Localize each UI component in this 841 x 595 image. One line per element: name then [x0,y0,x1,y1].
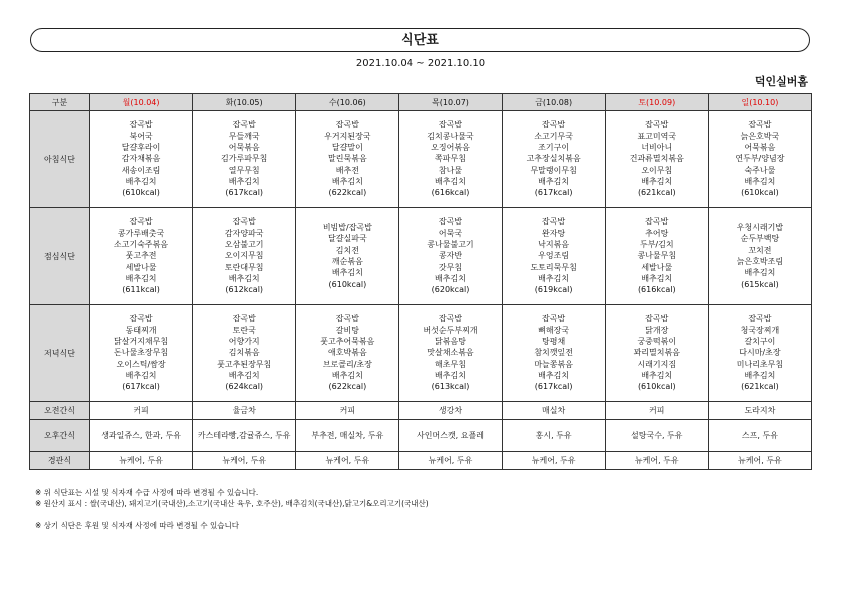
dish-item: 김가루파무침 [221,154,268,164]
dish-item: 잡곡밥 [232,314,256,324]
dish-item: 북어국 [129,131,153,141]
dish-item: 애호박볶음 [328,348,367,358]
dish-item: 우거지된장국 [324,131,371,141]
snack-cell: 홍시, 두유 [502,420,605,452]
dish-item: (611kcal) [122,285,160,295]
dish-item: 갓무침 [438,262,463,272]
dish-item: 잡곡밥 [438,314,463,324]
dish-item: 맛살채소볶음 [427,348,474,358]
dish-item: 세발나물 [125,262,157,272]
dish-item: 배추김치 [125,176,157,186]
snack-cell: 커피 [296,402,399,420]
dish-item: 오이스틱/쌈장 [116,359,166,369]
dish-item: 콩나물무침 [637,251,677,261]
dish-item: 해초무침 [435,359,466,369]
meal-label: 아침식단 [30,111,90,208]
date-range: 2021.10.04 ~ 2021.10.10 [355,58,486,69]
dish-item: 잡곡밥 [438,120,463,130]
dish-item: 잡곡밥 [232,120,256,130]
dish-item: 감자채볶음 [121,154,161,164]
dish-item: 깨순볶음 [331,257,363,266]
meal-label: 점심식단 [30,208,90,305]
menu-cell [502,305,605,402]
snack-cell: 뉴케어, 두유 [399,452,502,470]
dish-item: 배추김치 [331,176,363,186]
menu-cell [296,208,399,305]
dish-item: 표고미역국 [637,131,677,141]
dish-item: 건과류멸치볶음 [629,154,684,164]
dish-item: 탕평채 [542,337,566,347]
meal-label: 저녁식단 [30,305,90,402]
day-header: 월(10.04) [90,94,193,111]
dish-item: 무들깨국 [228,131,260,141]
dish-item: 청국장찌개 [740,325,780,335]
dish-item: (615kcal) [741,279,779,289]
dish-item: 배추김치 [435,370,466,380]
menu-cell [193,111,296,208]
dish-item: 쪽파무침 [435,154,466,164]
meal-row [30,111,812,208]
facility-name: 덕인실버홈 [754,75,808,88]
dish-item: 어묵볶음 [744,143,776,153]
day-header: 일(10.10) [708,94,811,111]
dish-item: 잡곡밥 [129,314,153,324]
dish-item: 배추김치 [744,176,776,186]
menu-cell [502,111,605,208]
dish-item: 갈치구이 [744,337,776,347]
notes [35,487,429,531]
dish-item: 늙은호박국 [740,131,780,141]
snack-cell: 도라지차 [708,402,811,420]
day-header: 금(10.08) [502,94,605,111]
dish-item: 배추김치 [641,273,673,283]
dish-item: (619kcal) [534,285,573,295]
snack-cell: 커피 [90,402,193,420]
dish-item: 잡곡밥 [542,120,566,130]
dish-item: 배추김치 [538,176,570,186]
snack-cell: 스프, 두유 [708,420,811,452]
dish-item: 소고기숙주볶음 [114,240,169,250]
dish-item: 토란국 [232,325,256,335]
dish-item: 풋고추된장무침 [217,359,272,369]
meal-row [30,208,812,305]
dish-item: 잡곡밥 [645,217,669,227]
dish-item: (610kcal) [122,188,160,198]
dish-item: 고추장실치볶음 [526,154,581,164]
snack-label: 경관식 [30,452,90,470]
dish-item: (617kcal) [225,188,264,198]
dish-item: (616kcal) [431,188,470,198]
dish-item: (616kcal) [637,285,676,295]
note-change: ※ 위 식단표는 시설 및 식자재 수급 사정에 따라 변경될 수 있습니다. [35,488,259,497]
dish-item: 마늘쫑볶음 [534,359,573,369]
dish-item: 배추김치 [538,370,570,380]
dish-item: 새송이조림 [121,165,161,175]
dish-item: 갈비탕 [335,325,359,335]
dish-item: 닭볶음탕 [435,337,466,347]
dish-item: 궁중떡볶이 [637,337,677,347]
dish-item: 두부/김치 [639,240,674,250]
dish-item: 배추김치 [641,370,673,380]
menu-cell [296,111,399,208]
dish-item: 오이지무침 [224,251,264,261]
dish-item: 닭살거지채무침 [114,337,169,347]
dish-item: (612kcal) [225,285,264,295]
dish-item: (621kcal) [637,188,676,198]
dish-item: 달걀실파국 [328,234,367,244]
dish-item: 배추전 [335,165,359,175]
snack-label: 오후간식 [30,420,90,452]
dish-item: 열무무침 [228,165,260,175]
dish-item: 버섯순두부찌개 [423,325,478,335]
snack-cell: 설탕국수, 두유 [605,420,708,452]
page-title: 식단표 [30,28,810,52]
dish-item: 순두부백탕 [740,234,780,244]
dish-item: 너비아니 [641,143,673,153]
snack-cell: 매실차 [502,402,605,420]
dish-item: 잡곡밥 [645,314,669,324]
dish-item: 콩나물불고기 [427,240,474,250]
menu-cell [90,111,193,208]
header-row [30,94,812,111]
dish-item: 브로콜리/초장 [322,359,372,369]
dish-item: 잡곡밥 [542,217,566,227]
dish-item: (613kcal) [431,382,470,392]
note-origin: ※ 원산지 표시 : 쌀(국내산), 돼지고기(국내산),소고기(국내산 육우, 호주산), 배추김치(국내산),닭고기&오리고기(국내산) [35,499,429,508]
menu-cell [708,208,811,305]
dish-item: 달걀말이 [331,143,363,153]
menu-cell [296,305,399,402]
dish-item: 우엉조림 [538,251,570,261]
dish-item: 배추김치 [228,370,260,380]
dish-item: 뼈해장국 [538,325,570,335]
dish-item: 토란대무침 [224,262,264,272]
dish-item: 콩자반 [438,251,463,261]
day-header: 목(10.07) [399,94,502,111]
dish-item: 잡곡밥 [748,314,772,324]
dish-item: 오이무침 [641,165,673,175]
menu-cell [90,305,193,402]
snack-cell: 뉴케어, 두유 [605,452,708,470]
menu-cell [605,111,708,208]
dish-item: 어향가지 [228,337,260,347]
dish-item: 닭개장 [645,325,669,335]
snack-cell: 생과일쥬스, 한과, 두유 [90,420,193,452]
dish-item: 잡곡밥 [438,217,463,227]
dish-item: 콩가루배춧국 [117,228,165,238]
dish-item: 무말랭이무침 [530,165,577,175]
dish-item: 김치전 [335,245,359,255]
menu-cell [399,305,502,402]
dish-item: 잡곡밥 [335,314,359,324]
snack-cell: 율금차 [193,402,296,420]
dish-item: (610kcal) [637,382,676,392]
dish-item: 풋고추어묵볶음 [320,337,375,347]
dish-item: 배추김치 [641,176,673,186]
snack-cell: 뉴케어, 두유 [708,452,811,470]
snack-row [30,402,812,420]
dish-item: 연두부/양념장 [735,154,785,164]
dish-item: 미나리초무침 [736,359,784,369]
menu-cell [193,208,296,305]
dish-item: 어묵국 [438,228,463,238]
day-header: 수(10.06) [296,94,399,111]
menu-cell [193,305,296,402]
dish-item: (617kcal) [534,188,573,198]
dish-item: 배추김치 [125,273,157,283]
dish-item: (624kcal) [225,382,264,392]
dish-item: 숙주나물 [744,165,776,175]
snack-row [30,420,812,452]
dish-item: 배추김치 [435,273,466,283]
menu-cell [605,305,708,402]
dish-item: 배추김치 [331,370,363,380]
day-header: 토(10.09) [605,94,708,111]
dish-item: 도토리묵무침 [530,262,577,272]
dish-item: 꼬치전 [748,245,772,255]
menu-cell [708,305,811,402]
dish-item: (610kcal) [741,188,779,198]
snack-cell: 사인머스캣, 요플레 [399,420,502,452]
dish-item: 잡곡밥 [645,120,669,130]
dish-item: 동태찌개 [125,325,157,335]
dish-item: 배추김치 [744,268,776,278]
dish-item: 세발나물 [641,262,673,272]
dish-item: 배추김치 [228,176,260,186]
menu-cell [708,111,811,208]
dish-item: 오징어볶음 [431,143,470,153]
snack-row [30,452,812,470]
dish-item: (621kcal) [741,382,779,392]
dish-item: 조기구이 [538,143,570,153]
dish-item: 김치콩나물국 [427,131,474,141]
dish-item: 비빔밥/잡곡밥 [322,223,372,233]
dish-item: 참나물 [438,165,463,175]
dish-item: 추어탕 [645,228,669,238]
note-sponsor: ※ 상기 식단은 후원 및 식자재 사정에 따라 변경될 수 있습니다 [35,521,240,530]
dish-item: (617kcal) [122,382,160,392]
snack-cell: 카스테라빵,감귤쥬스, 두유 [193,420,296,452]
dish-item: 배추김치 [744,370,776,380]
day-header: 화(10.05) [193,94,296,111]
dish-item: 김치볶음 [228,348,260,358]
dish-item: 낙지볶음 [538,240,570,250]
snack-label: 오전간식 [30,402,90,420]
dish-item: (610kcal) [328,279,367,289]
dish-item: (620kcal) [431,285,470,295]
dish-item: 배추김치 [228,273,260,283]
dish-item: 배추김치 [125,370,157,380]
dish-item: 우청시래기밥 [736,223,784,233]
snack-cell: 커피 [605,402,708,420]
dish-item: 시래기지짐 [637,359,677,369]
dish-item: 오삼불고기 [224,240,264,250]
meal-row [30,305,812,402]
dish-item: 배추김치 [538,273,570,283]
snack-cell: 부추전, 매실차, 두유 [296,420,399,452]
dish-item: 잡곡밥 [232,217,256,227]
dish-item: 어묵볶음 [228,143,260,153]
dish-item: 감자양파국 [224,228,264,238]
dish-item: 소고기무국 [534,131,573,141]
dish-item: 늙은호박조림 [736,257,784,266]
menu-cell [90,208,193,305]
dish-item: 잡곡밥 [542,314,566,324]
dish-item: 풋고추전 [125,251,157,261]
dish-item: 다시마/초장 [739,348,781,358]
dish-item: 잡곡밥 [129,120,153,130]
dish-item: (622kcal) [328,188,367,198]
dish-item: 잡곡밥 [748,120,772,130]
dish-item: 돈나물초장무침 [114,348,169,358]
dish-item: 완자탕 [542,228,566,238]
dish-item: 참치깻잎전 [534,348,573,358]
dish-item: 잡곡밥 [335,120,359,130]
menu-table [29,93,812,470]
dish-item: 꽈리멸치볶음 [633,348,680,358]
snack-cell: 뉴케어, 두유 [502,452,605,470]
header-label: 구분 [30,94,90,111]
menu-cell [502,208,605,305]
snack-cell: 생강차 [399,402,502,420]
dish-item: 배추김치 [435,176,466,186]
dish-item: (617kcal) [534,382,573,392]
menu-cell [399,111,502,208]
dish-item: 말린묵볶음 [328,154,367,164]
menu-cell [399,208,502,305]
menu-cell [605,208,708,305]
dish-item: 잡곡밥 [129,217,153,227]
snack-cell: 뉴케어, 두유 [296,452,399,470]
snack-cell: 뉴케어, 두유 [193,452,296,470]
dish-item: (622kcal) [328,382,367,392]
snack-cell: 뉴케어, 두유 [90,452,193,470]
dish-item: 달걀후라이 [121,143,161,153]
dish-item: 배추김치 [331,268,363,278]
